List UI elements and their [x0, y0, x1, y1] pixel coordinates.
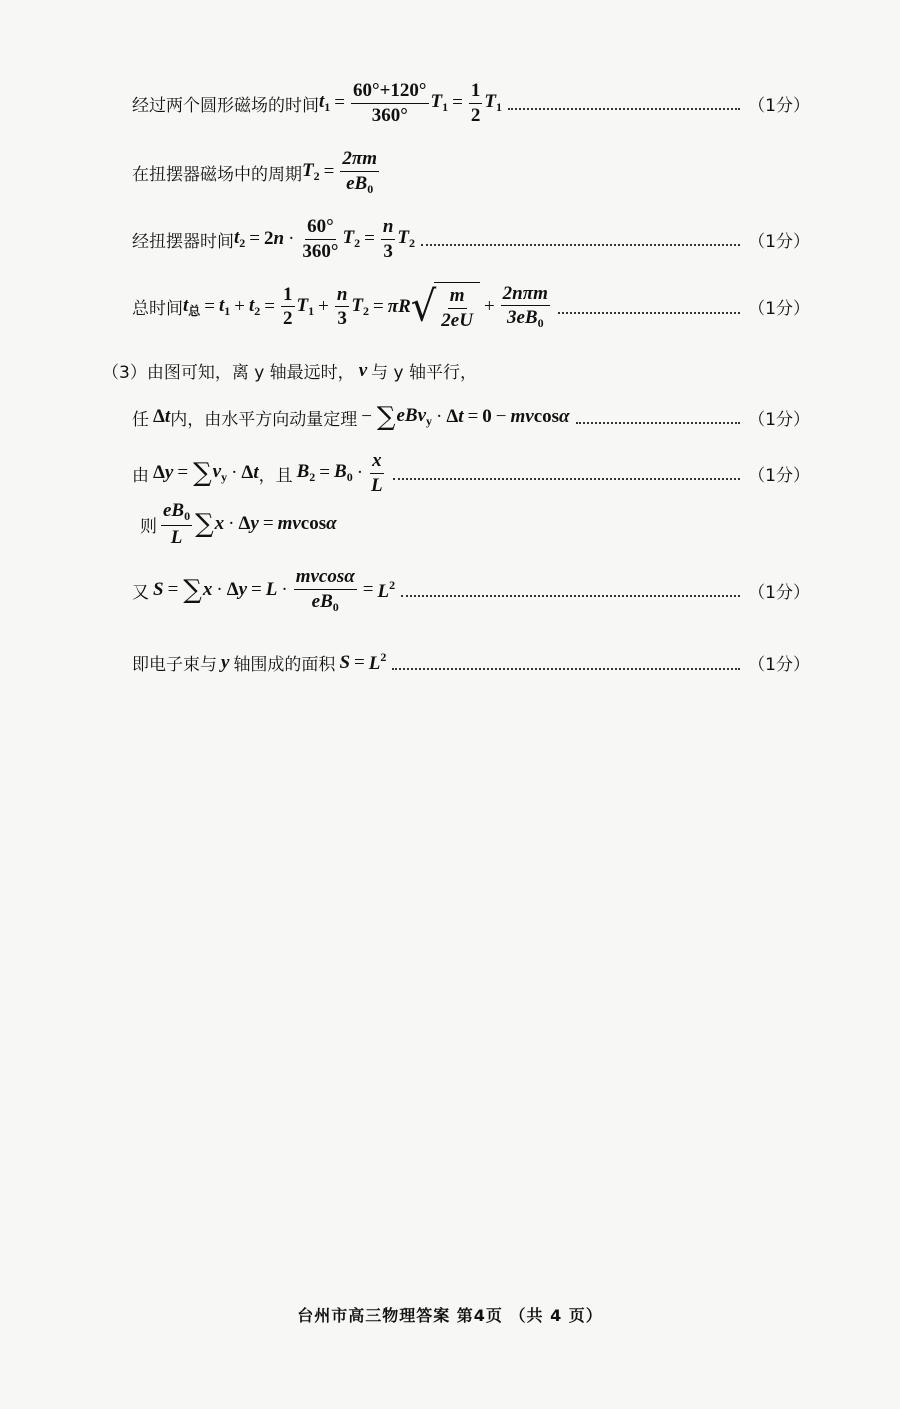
answer-line-5: （3）由图可知，离 y 轴最远时， v 与 y 轴平行，: [102, 359, 477, 383]
line-text: 经扭摆器时间: [132, 231, 234, 252]
answer-line-2: 在扭摆器磁场中的周期 $T_2$ = $\frac{2\pi m}{eB_0}$: [132, 148, 377, 196]
line-text: 在扭摆器磁场中的周期: [132, 164, 302, 185]
page-footer: 台州市高三物理答案 第4页 （共 4 页）: [297, 1306, 603, 1325]
dot-leader: [508, 108, 740, 110]
dot-leader: [576, 422, 741, 424]
answer-line-4: 总时间 $t_总$ = $t_1$ + $t_2$ = $\frac{1}{2}$ $T_1$ + $\frac{n}{3}$ $T_2$ = πR √ $\frac{m}{2eU}$ + $\frac{\text{2nπm}}{3eB_0}$ （1分）: [132, 282, 810, 331]
dot-leader: [401, 595, 740, 597]
line-text: 总时间: [132, 299, 183, 320]
score-label: （1分）: [748, 95, 810, 116]
dot-leader: [421, 244, 740, 246]
score-label: （1分）: [748, 465, 810, 486]
line-text: （3）由图可知，离 y 轴最远时，: [102, 363, 355, 383]
dot-leader: [393, 478, 741, 480]
dot-leader: [558, 312, 740, 314]
score-label: （1分）: [748, 231, 810, 252]
score-label: （1分）: [748, 582, 810, 603]
answer-line-7: 由 Δ y = ∑ $v_y$ · Δ t ，且 $B_2$ = $B_0$ · $\frac{x}{L}$ （1分）: [132, 450, 810, 496]
answer-line-8: 则 $\frac{eB_0}{L}$ ∑ x · Δ y = mv cos α: [140, 500, 337, 548]
answer-line-9: 又 S = ∑ x · Δ y = L · $\frac{mvcos\alpha}{eB_0}$ = $L^2$ （1分）: [132, 566, 810, 614]
dot-leader: [392, 668, 740, 670]
score-label: （1分）: [748, 655, 810, 675]
answer-line-3: 经扭摆器时间 $t_2$ = 2 n · $\frac{60^\circ}{360^\circ}$ $T_2$ = $\frac{n}{3}$ $T_2$ （1分）: [132, 216, 810, 262]
answer-line-10: 即电子束与 y 轴围成的面积 S = $L^2$ （1分）: [132, 650, 810, 675]
answer-line-6: 任 Δ t 内，由水平方向动量定理 − ∑ eBv$_y$ · Δ t = 0 − mv cos α （1分）: [132, 402, 810, 432]
score-label: （1分）: [748, 409, 810, 430]
formula-fraction: $\frac{60^\circ+120^\circ}{360^\circ}$: [353, 80, 427, 126]
answer-line-1: 经过两个圆形磁场的时间 $t_1$ = $\frac{60^\circ+120^\circ}{360^\circ}$ $T_1$ = $\frac{1}{2}$ $T_1$ （1分）: [132, 80, 810, 126]
score-label: （1分）: [748, 299, 810, 320]
line-text: 经过两个圆形磁场的时间: [132, 95, 319, 116]
